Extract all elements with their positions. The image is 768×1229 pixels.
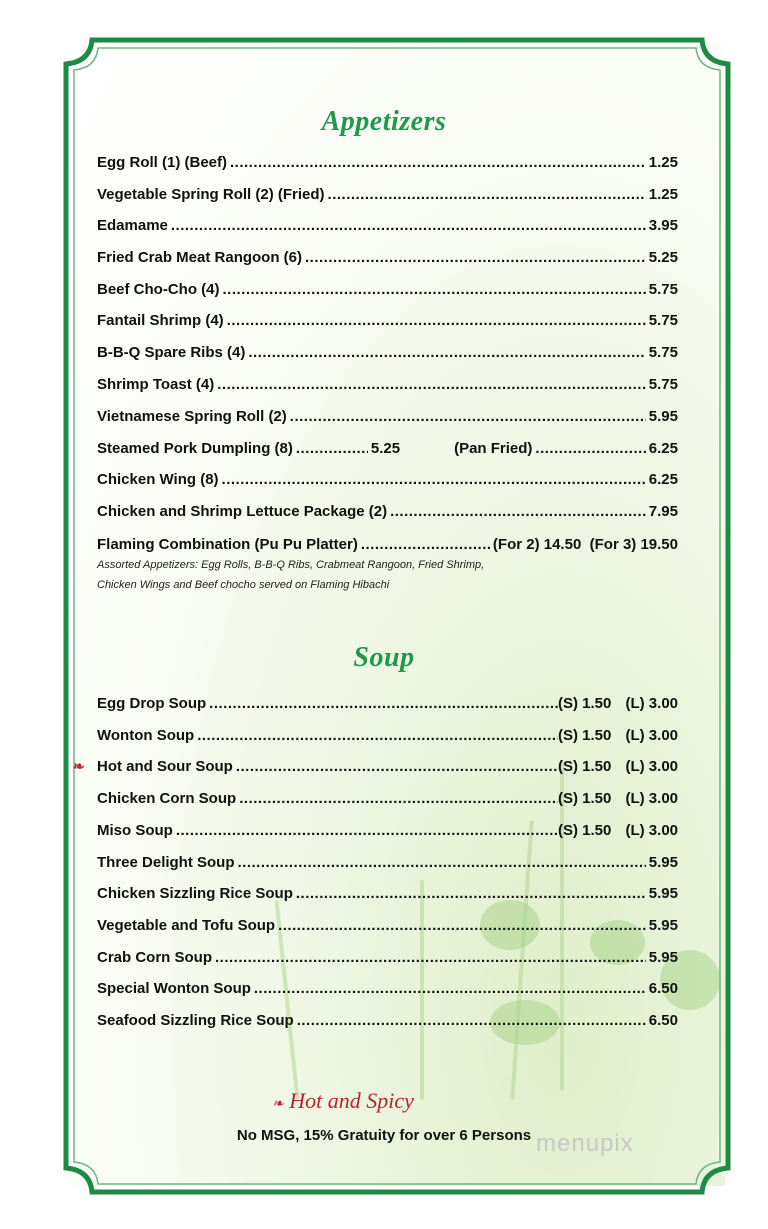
section-title-soup: Soup bbox=[353, 642, 415, 673]
dot-leader bbox=[390, 503, 646, 520]
item-name: Chicken Wing (8) bbox=[97, 471, 219, 488]
dot-leader bbox=[238, 854, 646, 871]
menu-item bbox=[97, 312, 678, 329]
item-price-large: (L) 3.00 bbox=[625, 758, 678, 776]
dot-leader bbox=[222, 471, 646, 488]
menu-item bbox=[97, 822, 678, 839]
item-price: 5.75 bbox=[648, 376, 678, 393]
menu-item bbox=[97, 440, 678, 457]
dot-leader bbox=[197, 727, 558, 744]
pepper-icon: ❧ bbox=[73, 758, 85, 775]
item-price: 5.75 bbox=[648, 344, 678, 361]
dot-leader bbox=[296, 885, 646, 902]
menu-item bbox=[97, 281, 678, 298]
item-name: Beef Cho-Cho (4) bbox=[97, 281, 220, 298]
dot-leader bbox=[239, 790, 558, 807]
item-name: Egg Drop Soup bbox=[97, 695, 207, 712]
dot-leader bbox=[236, 758, 558, 775]
item-name: Wonton Soup bbox=[97, 726, 195, 744]
menu-item bbox=[97, 154, 678, 171]
dot-leader bbox=[227, 312, 646, 329]
footer-note: No MSG, 15% Gratuity for over 6 Persons bbox=[236, 1127, 532, 1144]
dot-leader bbox=[171, 217, 646, 234]
menu-item bbox=[97, 186, 678, 203]
menu-item bbox=[97, 790, 678, 807]
menu-item bbox=[97, 471, 678, 488]
item-description: Chicken Wings and Beef chocho served on Flaming Hibachi bbox=[97, 579, 390, 591]
item-price-large: (L) 3.00 bbox=[625, 821, 678, 839]
watermark: menupix bbox=[536, 1130, 634, 1157]
dot-leader bbox=[535, 440, 645, 457]
item-name: Chicken Corn Soup bbox=[97, 790, 237, 808]
menu-item bbox=[97, 503, 678, 520]
item-price-large: (L) 3.00 bbox=[625, 726, 678, 744]
item-price: 6.50 bbox=[648, 1012, 678, 1029]
menu-item bbox=[97, 536, 678, 553]
menu-item bbox=[73, 758, 678, 776]
menu-item bbox=[97, 885, 678, 902]
dot-leader bbox=[328, 186, 646, 203]
dot-leader bbox=[176, 822, 558, 839]
item-name: Fried Crab Meat Rangoon (6) bbox=[97, 249, 303, 266]
menu-item bbox=[97, 854, 678, 871]
item-price: 3.95 bbox=[648, 217, 678, 234]
dot-leader bbox=[217, 376, 646, 393]
item-name: Crab Corn Soup bbox=[97, 948, 212, 966]
item-name: Fantail Shrimp (4) bbox=[97, 312, 224, 329]
item-price: 5.75 bbox=[648, 312, 678, 329]
dot-leader bbox=[254, 980, 646, 997]
dot-leader bbox=[305, 249, 646, 266]
item-name: B-B-Q Spare Ribs (4) bbox=[97, 344, 246, 361]
item-price: 5.95 bbox=[648, 408, 678, 425]
item-price-small: (S) 1.50 bbox=[558, 821, 612, 839]
item-price-large: (L) 3.00 bbox=[625, 790, 678, 808]
item-name: Hot and Sour Soup bbox=[97, 758, 233, 776]
item-name: Chicken and Shrimp Lettuce Package (2) bbox=[97, 503, 388, 520]
item-price: (For 2) 14.50 (For 3) 19.50 bbox=[492, 536, 678, 553]
item-name: Three Delight Soup bbox=[97, 853, 235, 871]
item-name: Edamame bbox=[97, 217, 168, 234]
legend-label: Hot and Spicy bbox=[289, 1088, 414, 1113]
dot-leader bbox=[248, 344, 645, 361]
item-name: Shrimp Toast (4) bbox=[97, 376, 215, 393]
item-variant-label: (Pan Fried) bbox=[454, 440, 533, 457]
item-price: 5.25 bbox=[370, 440, 401, 457]
menu-item bbox=[97, 217, 678, 234]
item-variant-price: 6.25 bbox=[648, 440, 678, 457]
pepper-icon: ❧ bbox=[272, 1097, 284, 1112]
item-price-small: (S) 1.50 bbox=[558, 790, 612, 808]
dot-leader bbox=[230, 154, 646, 171]
item-price: 5.95 bbox=[648, 885, 678, 903]
menu-item bbox=[97, 344, 678, 361]
item-name: Vegetable Spring Roll (2) (Fried) bbox=[97, 186, 325, 203]
dot-leader bbox=[290, 408, 646, 425]
item-name: Miso Soup bbox=[97, 821, 173, 839]
dot-leader bbox=[297, 1012, 646, 1029]
menu-item bbox=[97, 408, 678, 425]
dot-leader bbox=[361, 536, 490, 553]
dot-leader bbox=[296, 440, 368, 457]
legend-hot-spicy bbox=[272, 1088, 414, 1114]
item-price-small: (S) 1.50 bbox=[558, 726, 612, 744]
menu-item bbox=[97, 695, 678, 712]
item-name: Steamed Pork Dumpling (8) bbox=[97, 440, 293, 457]
section-title-appetizers: Appetizers bbox=[321, 106, 447, 137]
item-price: 5.75 bbox=[648, 281, 678, 298]
item-price: 6.50 bbox=[648, 980, 678, 998]
item-name: Special Wonton Soup bbox=[97, 980, 251, 998]
item-price-small: (S) 1.50 bbox=[558, 758, 612, 776]
item-description: Assorted Appetizers: Egg Rolls, B-B-Q Ribs, Crabmeat Rangoon, Fried Shrimp, bbox=[97, 559, 485, 571]
item-name: Egg Roll (1) (Beef) bbox=[97, 154, 227, 171]
menu-item bbox=[97, 1012, 678, 1029]
dot-leader bbox=[223, 281, 646, 298]
item-name: Chicken Sizzling Rice Soup bbox=[97, 885, 293, 903]
menu-item bbox=[97, 949, 678, 966]
item-price: 6.25 bbox=[648, 471, 678, 488]
item-price: 5.95 bbox=[648, 853, 678, 871]
menu-item bbox=[97, 376, 678, 393]
item-name: Vietnamese Spring Roll (2) bbox=[97, 408, 287, 425]
dot-leader bbox=[278, 917, 646, 934]
item-name: Seafood Sizzling Rice Soup bbox=[97, 1012, 294, 1029]
menu-item bbox=[97, 249, 678, 266]
item-price-large: (L) 3.00 bbox=[625, 695, 678, 712]
item-name: Vegetable and Tofu Soup bbox=[97, 916, 276, 934]
item-price: 5.95 bbox=[648, 916, 678, 934]
menu-item bbox=[97, 917, 678, 934]
dot-leader bbox=[215, 949, 646, 966]
item-price: 1.25 bbox=[648, 154, 678, 171]
menu-item bbox=[97, 980, 678, 997]
dot-leader bbox=[209, 695, 558, 712]
item-price: 5.25 bbox=[648, 249, 678, 266]
item-name: Flaming Combination (Pu Pu Platter) bbox=[97, 536, 358, 553]
item-price: 5.95 bbox=[648, 948, 678, 966]
item-price-small: (S) 1.50 bbox=[558, 695, 612, 712]
item-price: 1.25 bbox=[648, 186, 678, 203]
item-price: 7.95 bbox=[648, 503, 678, 520]
menu-item bbox=[97, 727, 678, 744]
